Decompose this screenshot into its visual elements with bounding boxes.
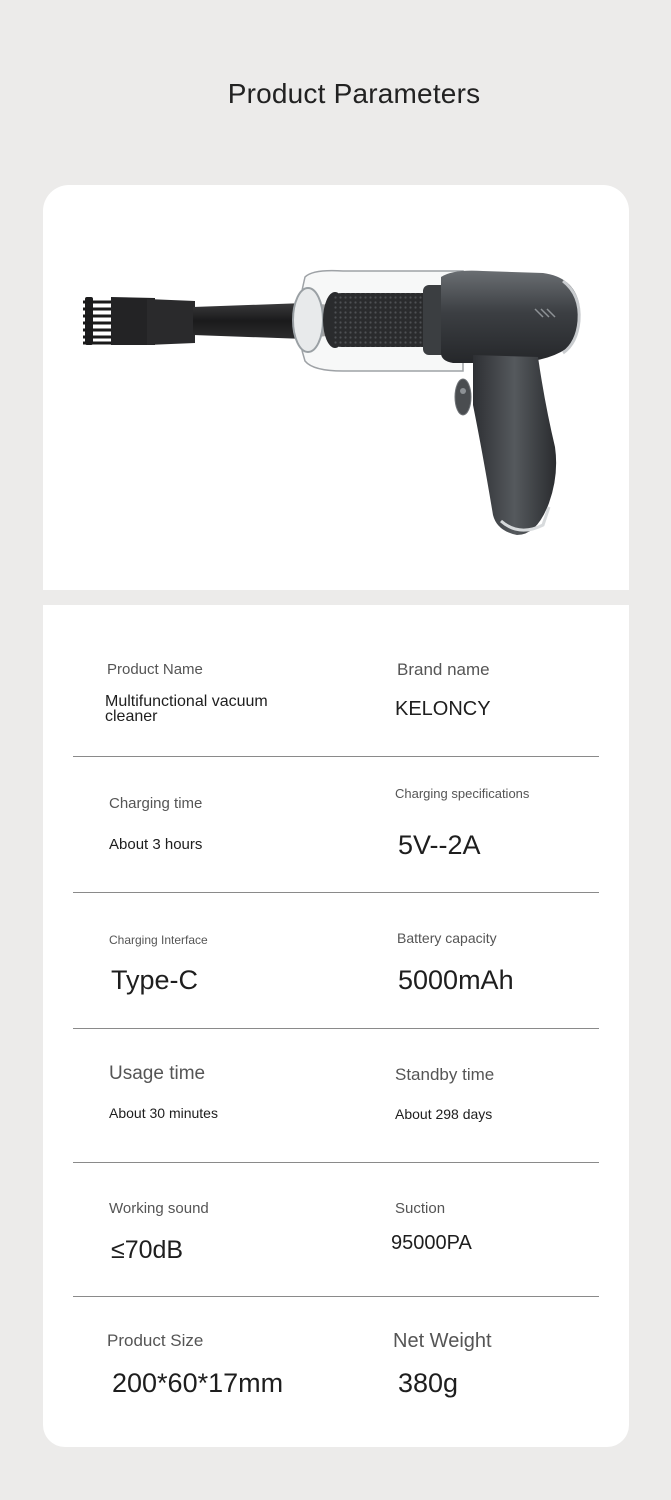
spec-value: 200*60*17mm bbox=[112, 1368, 284, 1398]
spec-label: Product Name bbox=[107, 661, 203, 678]
row-divider bbox=[73, 892, 599, 893]
spec-label: Brand name bbox=[397, 660, 490, 679]
spec-label: Usage time bbox=[109, 1063, 206, 1084]
spec-value: About 3 hours bbox=[109, 836, 203, 853]
spec-label: Suction bbox=[395, 1200, 446, 1217]
spec-value: ≤70dB bbox=[111, 1236, 184, 1264]
motor-body bbox=[441, 271, 580, 363]
spec-value: 5V--2A bbox=[398, 830, 481, 860]
row-divider bbox=[73, 1162, 599, 1163]
spec-value: 95000PA bbox=[391, 1232, 472, 1254]
mesh-filter bbox=[333, 293, 433, 347]
spec-value: 380g bbox=[398, 1368, 459, 1398]
spec-value: About 298 days bbox=[395, 1106, 493, 1122]
product-image-card bbox=[43, 185, 629, 590]
spec-label: Charging specifications bbox=[395, 786, 530, 801]
spec-value: Multifunctional vacuum cleaner bbox=[105, 693, 268, 725]
spec-label: Net Weight bbox=[393, 1330, 492, 1352]
row-divider bbox=[73, 756, 599, 757]
spec-label: Charging time bbox=[109, 795, 203, 812]
handle bbox=[473, 355, 556, 535]
handheld-vacuum-image bbox=[43, 185, 629, 590]
spec-value: Type-C bbox=[111, 965, 199, 995]
spec-label: Charging Interface bbox=[109, 933, 208, 947]
spec-label: Product Size bbox=[107, 1331, 204, 1350]
spec-label: Standby time bbox=[395, 1065, 495, 1084]
spec-value: 5000mAh bbox=[398, 965, 514, 995]
spec-value: About 30 minutes bbox=[109, 1105, 218, 1121]
spec-table bbox=[43, 605, 629, 1447]
spec-label: Working sound bbox=[109, 1200, 209, 1217]
spec-label: Battery capacity bbox=[397, 930, 497, 946]
row-divider bbox=[73, 1296, 599, 1297]
row-divider bbox=[73, 1028, 599, 1029]
page-title: Product Parameters bbox=[227, 78, 481, 109]
brush-head bbox=[83, 297, 195, 345]
spec-value: KELONCY bbox=[395, 698, 491, 720]
power-button-icon bbox=[455, 379, 471, 415]
